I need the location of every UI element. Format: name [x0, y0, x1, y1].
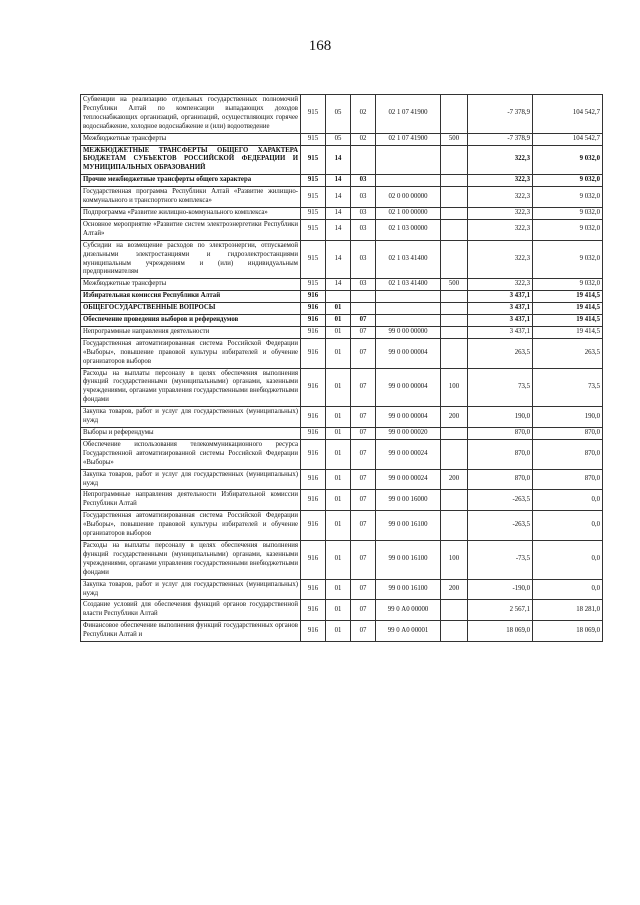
- row-expense-type: [441, 95, 468, 134]
- row-admin-code: 915: [301, 219, 326, 240]
- row-subsection: 07: [351, 315, 376, 327]
- row-name: Субсидии на возмещение расходов по электроэнергии, отпускаемой дизельными электростанциями и гидроэлектростанциями муниципальным учреждениям и (или) индивидуальным предпринимателям: [81, 240, 301, 279]
- table-body: [81, 95, 603, 642]
- table-row: [81, 240, 603, 279]
- row-expense-type: [441, 291, 468, 303]
- row-section: 14: [326, 187, 351, 208]
- table-row: [81, 469, 603, 490]
- row-section: 01: [326, 469, 351, 490]
- table-row: [81, 95, 603, 134]
- row-amount-change: 322,3: [468, 219, 533, 240]
- row-name: Выборы и референдумы: [81, 428, 301, 440]
- row-amount-change: 322,3: [468, 187, 533, 208]
- row-name: Закупка товаров, работ и услуг для государственных (муниципальных) нужд: [81, 579, 301, 600]
- row-expense-type: [441, 600, 468, 621]
- row-name: ОБЩЕГОСУДАРСТВЕННЫЕ ВОПРОСЫ: [81, 303, 301, 315]
- row-admin-code: 916: [301, 407, 326, 428]
- row-amount-change: -73,5: [468, 540, 533, 579]
- row-amount-change: 263,5: [468, 338, 533, 368]
- row-amount-change: 870,0: [468, 469, 533, 490]
- row-subsection: [351, 145, 376, 175]
- row-amount-change: 18 069,0: [468, 621, 533, 642]
- row-expense-type: [441, 219, 468, 240]
- row-admin-code: 915: [301, 240, 326, 279]
- row-amount-total: 190,0: [533, 407, 603, 428]
- row-subsection: 07: [351, 511, 376, 541]
- table-row: [81, 407, 603, 428]
- row-amount-total: 104 542,7: [533, 95, 603, 134]
- row-section: 01: [326, 338, 351, 368]
- row-subsection: 03: [351, 219, 376, 240]
- row-expense-type: [441, 490, 468, 511]
- table-row: [81, 511, 603, 541]
- row-section: 14: [326, 219, 351, 240]
- row-name: Государственная автоматизированная система Российской Федерации «Выборы», повышение правовой культуры избирателей и обучение организаторов выборов: [81, 511, 301, 541]
- row-admin-code: 916: [301, 511, 326, 541]
- row-amount-total: 18 281,0: [533, 600, 603, 621]
- row-target-item: 02 0 00 00000: [376, 187, 441, 208]
- row-subsection: 07: [351, 407, 376, 428]
- row-name: Создание условий для обеспечения функций органов государственной власти Республики Алтай: [81, 600, 301, 621]
- row-name: Расходы на выплаты персоналу в целях обеспечения выполнения функций государственными (муниципальными) органами, казенными учреждениями, органами управления государственными внебюджетными фондами: [81, 368, 301, 407]
- table-row: [81, 279, 603, 291]
- row-section: 01: [326, 315, 351, 327]
- row-subsection: 07: [351, 490, 376, 511]
- row-amount-change: 322,3: [468, 175, 533, 187]
- row-expense-type: 100: [441, 540, 468, 579]
- row-amount-change: -7 378,9: [468, 95, 533, 134]
- row-name: Расходы на выплаты персоналу в целях обеспечения выполнения функций государственными (муниципальными) органами, казенными учреждениями, органами управления государственными внебюджетными фондами: [81, 540, 301, 579]
- row-target-item: 02 1 03 41400: [376, 279, 441, 291]
- row-amount-total: 0,0: [533, 490, 603, 511]
- table-row: [81, 133, 603, 145]
- row-admin-code: 916: [301, 338, 326, 368]
- row-subsection: 03: [351, 279, 376, 291]
- row-amount-change: 73,5: [468, 368, 533, 407]
- row-name: Государственная программа Республики Алтай «Развитие жилищно-коммунального и транспортного комплекса»: [81, 187, 301, 208]
- row-name: Закупка товаров, работ и услуг для государственных (муниципальных) нужд: [81, 407, 301, 428]
- row-admin-code: 916: [301, 600, 326, 621]
- row-name: Финансовое обеспечение выполнения функций государственных органов Республики Алтай и: [81, 621, 301, 642]
- row-section: 01: [326, 326, 351, 338]
- table-row: [81, 187, 603, 208]
- row-expense-type: [441, 303, 468, 315]
- table-row: [81, 207, 603, 219]
- row-amount-total: 18 069,0: [533, 621, 603, 642]
- row-target-item: [376, 175, 441, 187]
- row-expense-type: [441, 145, 468, 175]
- row-admin-code: 916: [301, 368, 326, 407]
- row-subsection: 03: [351, 187, 376, 208]
- row-amount-total: 263,5: [533, 338, 603, 368]
- row-admin-code: 916: [301, 469, 326, 490]
- row-amount-total: 9 032,0: [533, 187, 603, 208]
- row-expense-type: [441, 439, 468, 469]
- row-section: 14: [326, 145, 351, 175]
- row-amount-change: -7 378,9: [468, 133, 533, 145]
- row-subsection: 07: [351, 621, 376, 642]
- row-name: Основное мероприятие «Развитие систем электроэнергетики Республики Алтай»: [81, 219, 301, 240]
- row-target-item: 99 0 А0 00001: [376, 621, 441, 642]
- row-section: 05: [326, 133, 351, 145]
- row-admin-code: 915: [301, 187, 326, 208]
- row-expense-type: [441, 315, 468, 327]
- table-row: [81, 338, 603, 368]
- row-amount-change: 322,3: [468, 145, 533, 175]
- row-amount-change: -263,5: [468, 490, 533, 511]
- row-section: 01: [326, 540, 351, 579]
- row-subsection: [351, 303, 376, 315]
- row-admin-code: 916: [301, 315, 326, 327]
- row-amount-total: 870,0: [533, 469, 603, 490]
- table-row: [81, 439, 603, 469]
- budget-table: [80, 94, 603, 642]
- table-row: [81, 326, 603, 338]
- row-expense-type: 500: [441, 133, 468, 145]
- row-amount-total: 19 414,5: [533, 303, 603, 315]
- row-subsection: 03: [351, 240, 376, 279]
- row-target-item: 99 0 00 00004: [376, 368, 441, 407]
- row-target-item: [376, 291, 441, 303]
- row-target-item: 02 1 03 41400: [376, 240, 441, 279]
- row-name: Межбюджетные трансферты: [81, 133, 301, 145]
- table-row: [81, 219, 603, 240]
- row-amount-change: 190,0: [468, 407, 533, 428]
- row-amount-total: 9 032,0: [533, 175, 603, 187]
- row-subsection: 07: [351, 579, 376, 600]
- row-amount-total: 870,0: [533, 439, 603, 469]
- row-expense-type: 100: [441, 368, 468, 407]
- row-target-item: 99 0 00 00020: [376, 428, 441, 440]
- row-amount-total: 9 032,0: [533, 279, 603, 291]
- row-subsection: 07: [351, 368, 376, 407]
- row-target-item: 02 1 00 00000: [376, 207, 441, 219]
- row-name: Субвенции на реализацию отдельных государственных полномочий Республики Алтай по компенсации выпадающих доходов теплоснабжающих организаций, организаций, осуществляющих горячее водоснабжение, холодное водоснабжение и (или) водоотведение: [81, 95, 301, 134]
- table-row: [81, 368, 603, 407]
- row-section: 01: [326, 368, 351, 407]
- row-target-item: [376, 145, 441, 175]
- row-target-item: 99 0 00 00024: [376, 439, 441, 469]
- row-subsection: 03: [351, 207, 376, 219]
- table-row: [81, 490, 603, 511]
- row-name: Государственная автоматизированная система Российской Федерации «Выборы», повышение правовой культуры избирателей и обучение организаторов выборов: [81, 338, 301, 368]
- table-row: [81, 540, 603, 579]
- row-target-item: [376, 303, 441, 315]
- row-amount-change: 322,3: [468, 279, 533, 291]
- row-amount-total: 9 032,0: [533, 240, 603, 279]
- row-amount-total: 0,0: [533, 511, 603, 541]
- row-admin-code: 916: [301, 490, 326, 511]
- row-expense-type: [441, 511, 468, 541]
- row-name: МЕЖБЮДЖЕТНЫЕ ТРАНСФЕРТЫ ОБЩЕГО ХАРАКТЕРА БЮДЖЕТАМ СУБЪЕКТОВ РОССИЙСКОЙ ФЕДЕРАЦИИ И МУНИЦИПАЛЬНЫХ ОБРАЗОВАНИЙ: [81, 145, 301, 175]
- table-row: [81, 145, 603, 175]
- row-name: Закупка товаров, работ и услуг для государственных (муниципальных) нужд: [81, 469, 301, 490]
- row-section: 14: [326, 207, 351, 219]
- row-amount-change: 3 437,1: [468, 303, 533, 315]
- row-section: 14: [326, 240, 351, 279]
- row-target-item: 99 0 А0 00000: [376, 600, 441, 621]
- row-admin-code: 915: [301, 95, 326, 134]
- table-row: [81, 428, 603, 440]
- row-section: 01: [326, 428, 351, 440]
- row-subsection: 02: [351, 95, 376, 134]
- row-admin-code: 915: [301, 279, 326, 291]
- row-admin-code: 916: [301, 291, 326, 303]
- row-amount-change: 322,3: [468, 240, 533, 279]
- row-amount-total: 104 542,7: [533, 133, 603, 145]
- row-subsection: 07: [351, 469, 376, 490]
- row-amount-total: 19 414,5: [533, 291, 603, 303]
- row-section: 14: [326, 175, 351, 187]
- row-amount-change: 870,0: [468, 439, 533, 469]
- table-row: [81, 175, 603, 187]
- row-admin-code: 916: [301, 303, 326, 315]
- row-subsection: 02: [351, 133, 376, 145]
- row-amount-total: 73,5: [533, 368, 603, 407]
- row-target-item: 02 1 07 41900: [376, 95, 441, 134]
- row-target-item: 99 0 00 16100: [376, 511, 441, 541]
- row-subsection: [351, 291, 376, 303]
- row-section: 01: [326, 439, 351, 469]
- row-expense-type: 200: [441, 407, 468, 428]
- row-expense-type: [441, 187, 468, 208]
- row-subsection: 07: [351, 600, 376, 621]
- row-target-item: 99 0 00 16100: [376, 579, 441, 600]
- row-amount-change: -190,0: [468, 579, 533, 600]
- table-row: [81, 315, 603, 327]
- row-admin-code: 915: [301, 145, 326, 175]
- row-admin-code: 916: [301, 439, 326, 469]
- table-row: [81, 621, 603, 642]
- row-admin-code: 916: [301, 428, 326, 440]
- row-admin-code: 916: [301, 540, 326, 579]
- row-name: Межбюджетные трансферты: [81, 279, 301, 291]
- row-target-item: [376, 315, 441, 327]
- table-row: [81, 303, 603, 315]
- row-amount-change: 322,3: [468, 207, 533, 219]
- row-section: 14: [326, 279, 351, 291]
- row-amount-total: 19 414,5: [533, 326, 603, 338]
- row-amount-total: 9 032,0: [533, 207, 603, 219]
- table-row: [81, 579, 603, 600]
- row-amount-total: 9 032,0: [533, 219, 603, 240]
- page-number: 168: [308, 38, 332, 54]
- row-target-item: 99 0 00 16000: [376, 490, 441, 511]
- row-section: [326, 291, 351, 303]
- row-section: 01: [326, 303, 351, 315]
- row-admin-code: 915: [301, 133, 326, 145]
- row-target-item: 02 1 03 00000: [376, 219, 441, 240]
- row-target-item: 99 0 00 00000: [376, 326, 441, 338]
- row-expense-type: [441, 621, 468, 642]
- row-section: 01: [326, 600, 351, 621]
- row-amount-total: 9 032,0: [533, 145, 603, 175]
- row-subsection: 07: [351, 439, 376, 469]
- row-section: 01: [326, 511, 351, 541]
- row-target-item: 02 1 07 41900: [376, 133, 441, 145]
- row-subsection: 07: [351, 338, 376, 368]
- row-admin-code: 915: [301, 207, 326, 219]
- table-row: [81, 600, 603, 621]
- row-section: 01: [326, 579, 351, 600]
- row-expense-type: [441, 428, 468, 440]
- table-row: [81, 291, 603, 303]
- row-amount-change: 870,0: [468, 428, 533, 440]
- row-subsection: 03: [351, 175, 376, 187]
- row-target-item: 99 0 00 00004: [376, 407, 441, 428]
- row-target-item: 99 0 00 00024: [376, 469, 441, 490]
- row-section: 01: [326, 621, 351, 642]
- row-expense-type: 200: [441, 579, 468, 600]
- row-amount-total: 870,0: [533, 428, 603, 440]
- row-name: Непрограммные направления деятельности: [81, 326, 301, 338]
- row-section: 01: [326, 407, 351, 428]
- row-name: Подпрограмма «Развитие жилищно-коммунального комплекса»: [81, 207, 301, 219]
- row-name: Непрограммные направления деятельности Избирательной комиссии Республики Алтай: [81, 490, 301, 511]
- row-amount-total: 19 414,5: [533, 315, 603, 327]
- row-amount-change: 3 437,1: [468, 315, 533, 327]
- row-admin-code: 916: [301, 326, 326, 338]
- row-expense-type: 500: [441, 279, 468, 291]
- row-amount-change: 3 437,1: [468, 326, 533, 338]
- row-subsection: 07: [351, 326, 376, 338]
- row-amount-total: 0,0: [533, 579, 603, 600]
- row-amount-total: 0,0: [533, 540, 603, 579]
- row-admin-code: 916: [301, 621, 326, 642]
- row-expense-type: 200: [441, 469, 468, 490]
- row-target-item: 99 0 00 00004: [376, 338, 441, 368]
- row-subsection: 07: [351, 540, 376, 579]
- row-name: Обеспечение проведения выборов и референдумов: [81, 315, 301, 327]
- row-admin-code: 916: [301, 579, 326, 600]
- row-amount-change: 2 567,1: [468, 600, 533, 621]
- row-name: Прочие межбюджетные трансферты общего характера: [81, 175, 301, 187]
- row-target-item: 99 0 00 16100: [376, 540, 441, 579]
- row-expense-type: [441, 338, 468, 368]
- row-admin-code: 915: [301, 175, 326, 187]
- row-name: Избирательная комиссия Республики Алтай: [81, 291, 301, 303]
- row-section: 05: [326, 95, 351, 134]
- row-amount-change: 3 437,1: [468, 291, 533, 303]
- row-expense-type: [441, 240, 468, 279]
- row-section: 01: [326, 490, 351, 511]
- row-amount-change: -263,5: [468, 511, 533, 541]
- row-expense-type: [441, 326, 468, 338]
- row-name: Обеспечение использования телекоммуникационного ресурса Государственной автоматизированной системы Российской Федерации «Выборы»: [81, 439, 301, 469]
- row-expense-type: [441, 207, 468, 219]
- row-expense-type: [441, 175, 468, 187]
- row-subsection: 07: [351, 428, 376, 440]
